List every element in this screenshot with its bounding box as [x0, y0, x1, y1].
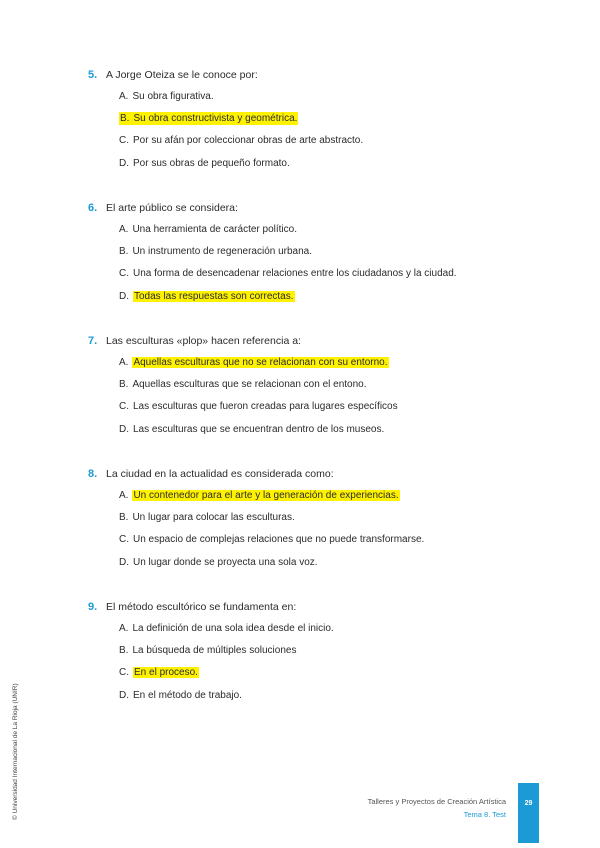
- option-letter: C.: [119, 401, 129, 413]
- option-b: [119, 507, 548, 529]
- option-a-highlighted: [119, 485, 548, 507]
- option-letter: B.: [119, 645, 129, 657]
- options-list: [119, 618, 548, 707]
- question-header: [88, 64, 548, 86]
- question-number: 5.: [88, 69, 98, 81]
- question-text: A Jorge Oteiza se le conoce por:: [106, 69, 258, 81]
- question-6: [88, 197, 548, 308]
- option-text: Un lugar donde se proyecta una sola voz.: [133, 556, 318, 568]
- options-list: [119, 352, 548, 441]
- option-c: [119, 529, 548, 551]
- option-text: Las esculturas que fueron creadas para lugares específicos: [133, 401, 398, 413]
- question-number: 7.: [88, 335, 98, 347]
- question-number: 6.: [88, 202, 98, 214]
- footer-course-title: Talleres y Proyectos de Creación Artística: [367, 797, 506, 806]
- option-a: [119, 86, 548, 108]
- option-c: [119, 130, 548, 152]
- option-b: [119, 374, 548, 396]
- option-text: Aquellas esculturas que no se relacionan con su entorno.: [133, 357, 388, 368]
- footer-topic: Tema 8. Test: [463, 810, 506, 819]
- option-c-highlighted: [119, 662, 548, 684]
- question-header: [88, 596, 548, 618]
- option-b: [119, 640, 548, 662]
- option-letter: A.: [119, 623, 129, 634]
- option-a-highlighted: [119, 352, 548, 374]
- question-text: La ciudad en la actualidad es considerada como:: [106, 468, 334, 480]
- option-text: La búsqueda de múltiples soluciones: [132, 645, 297, 657]
- option-text: En el método de trabajo.: [133, 689, 242, 701]
- option-letter: C.: [119, 268, 129, 280]
- option-text: Su obra figurativa.: [132, 91, 214, 102]
- option-b: [119, 241, 548, 263]
- option-d: [119, 685, 548, 707]
- question-number: 9.: [88, 601, 98, 613]
- option-text: Su obra constructivista y geométrica.: [133, 113, 298, 125]
- question-text: Las esculturas «plop» hacen referencia a:: [106, 335, 301, 347]
- option-c: [119, 396, 548, 418]
- option-text: Todas las respuestas son correctas.: [134, 290, 294, 302]
- option-b-highlighted: [119, 108, 548, 130]
- option-text: Una forma de desencadenar relaciones entre los ciudadanos y la ciudad.: [133, 268, 457, 280]
- option-a: [119, 219, 548, 241]
- question-header: [88, 463, 548, 485]
- question-header: [88, 330, 548, 352]
- option-letter: A.: [119, 490, 129, 501]
- option-c: [119, 263, 548, 285]
- copyright-notice: © Universidad Internacional de La Rioja (UNIR): [12, 683, 19, 820]
- option-letter: A.: [119, 357, 129, 368]
- options-list: [119, 219, 548, 308]
- options-list: [119, 86, 548, 175]
- option-text: Por su afán por coleccionar obras de arte abstracto.: [133, 135, 364, 147]
- option-letter: C.: [119, 135, 129, 147]
- options-list: [119, 485, 548, 574]
- option-text: Un contenedor para el arte y la generación de experiencias.: [133, 490, 399, 501]
- option-text: Un lugar para colocar las esculturas.: [132, 512, 295, 524]
- page-number-tab: [518, 783, 539, 843]
- option-letter: A.: [119, 91, 129, 102]
- option-letter: B.: [119, 512, 129, 524]
- option-letter: B.: [119, 246, 129, 258]
- question-text: El método escultórico se fundamenta en:: [106, 601, 297, 613]
- option-letter: B.: [120, 113, 130, 125]
- option-d-highlighted: [119, 286, 548, 308]
- option-d: [119, 552, 548, 574]
- option-d: [119, 153, 548, 175]
- question-7: [88, 330, 548, 441]
- option-text: Por sus obras de pequeño formato.: [133, 157, 290, 169]
- option-text: Las esculturas que se encuentran dentro de los museos.: [133, 423, 385, 435]
- option-letter: D.: [119, 290, 129, 302]
- option-letter: D.: [119, 423, 129, 435]
- page-number: 29: [524, 800, 533, 807]
- option-text: Un instrumento de regeneración urbana.: [132, 246, 313, 258]
- option-text: Un espacio de complejas relaciones que no puede transformarse.: [133, 534, 425, 546]
- option-letter: D.: [119, 157, 129, 169]
- question-8: [88, 463, 548, 574]
- question-header: [88, 197, 548, 219]
- option-letter: B.: [119, 379, 129, 391]
- option-d: [119, 419, 548, 441]
- question-5: [88, 64, 548, 175]
- option-letter: D.: [119, 689, 129, 701]
- question-number: 8.: [88, 468, 98, 480]
- option-letter: C.: [119, 667, 129, 679]
- option-letter: A.: [119, 224, 129, 235]
- option-text: La definición de una sola idea desde el inicio.: [132, 623, 334, 634]
- option-text: Una herramienta de carácter político.: [132, 224, 297, 235]
- question-text: El arte público se considera:: [106, 202, 238, 214]
- option-letter: C.: [119, 534, 129, 546]
- question-9: [88, 596, 548, 707]
- option-text: En el proceso.: [134, 667, 198, 679]
- option-text: Aquellas esculturas que se relacionan con el entono.: [132, 379, 367, 391]
- option-letter: D.: [119, 556, 129, 568]
- option-a: [119, 618, 548, 640]
